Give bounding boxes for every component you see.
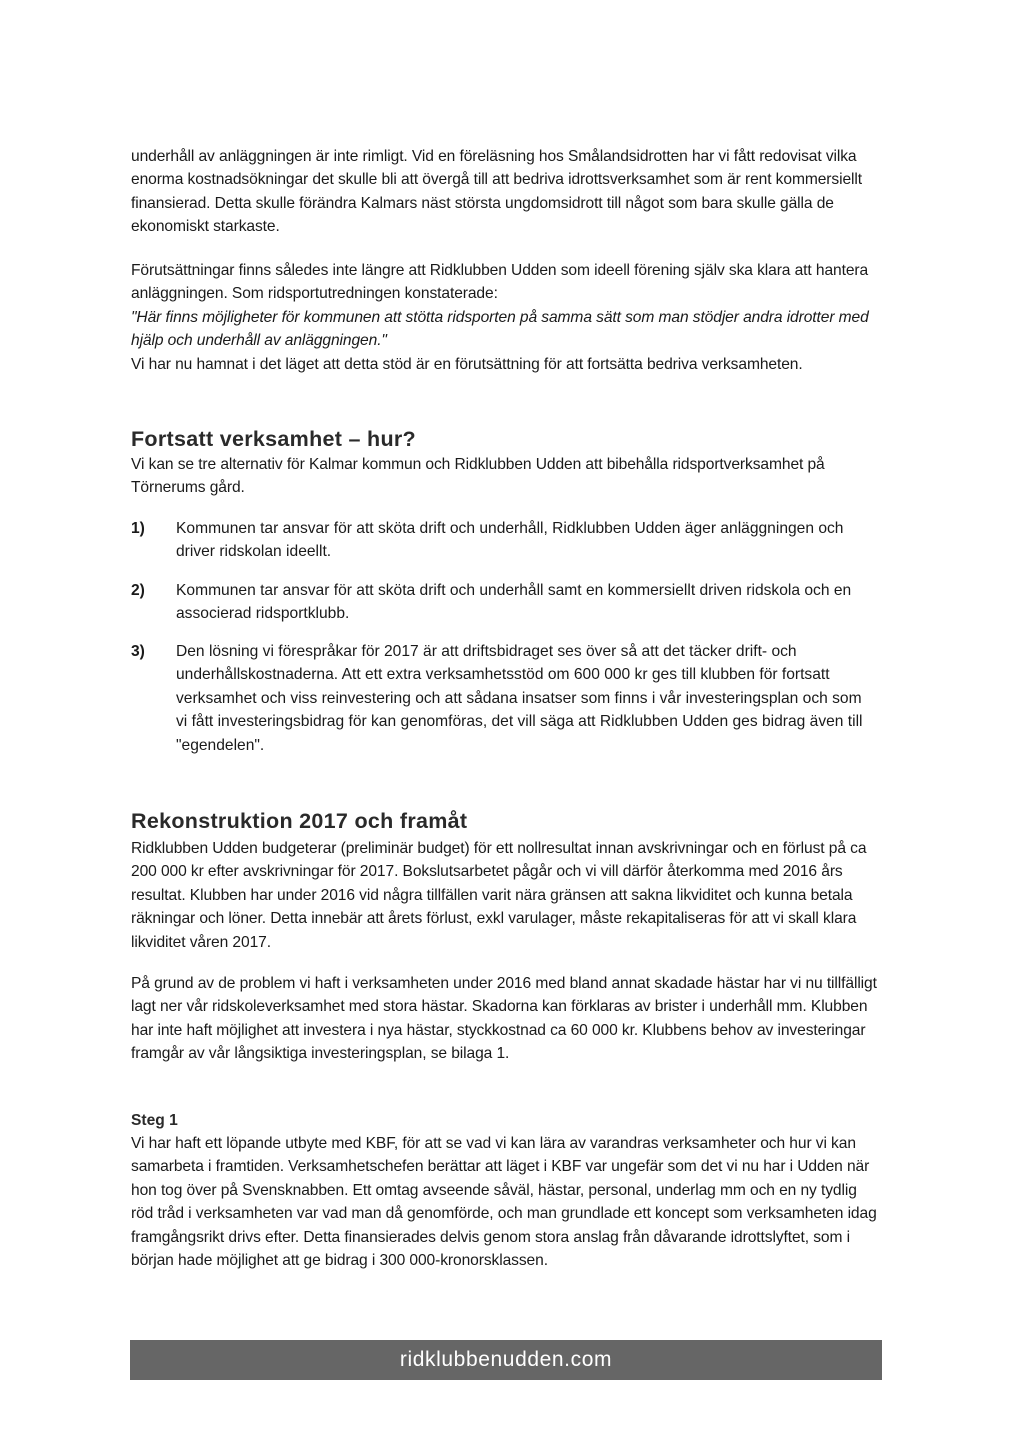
section-heading: Fortsatt verksamhet – hur?: [131, 427, 416, 451]
subsection-heading: Steg 1: [131, 1112, 178, 1129]
list-number: 1): [131, 520, 145, 537]
list-text: Kommunen tar ansvar för att sköta drift och underhåll, Ridklubben Udden äger anläggningen och driver ridskolan ideellt.: [176, 520, 844, 561]
section-heading: Rekonstruktion 2017 och framåt: [131, 809, 468, 833]
subsection-paragraph: Vi har haft ett löpande utbyte med KBF, för att se vad vi kan lära av varandras verksamheter och hur vi kan samarbeta i framtiden. Verksamhetschefen berättar att läget i KBF var ungefär som det vi nu har i Udden när hon tog över på Svensknabben. Ett omtag avseende såväl, hästar, personal, underlag mm och en ny tydlig röd tråd i verksamheten var vad man då genomförde, och man grundlade ett koncept som verksamheten idag framgångsrikt drivs efter. Detta finansierades delvis genom stora anslag från dåvarande idrottslyftet, som i början hade möjlighet att ge bidrag i 300 000-kronorsklassen.: [131, 1135, 877, 1270]
intro-paragraph-3: Vi har nu hamnat i det läget att detta stöd är en förutsättning för att fortsätta bedriva verksamheten.: [131, 355, 803, 373]
website-url: ridklubbenudden.com: [399, 1348, 613, 1371]
section-rekonstruktion-continued: [131, 972, 883, 1066]
quote-text: "Här finns möjligheter för kommunen att stötta ridsporten på samma sätt som man stödjer andra idrotter med hjälp och underhåll av anläggningen.": [131, 308, 869, 350]
section-paragraph-1: Ridklubben Udden budgeterar (preliminär budget) för ett nollresultat innan avskrivningar och en förlust på ca 200 000 kr efter avskrivningar för 2017. Bokslutsarbetet pågår och vi vill därför återkomma med 2016 års resultat. Klubben har under 2016 vid några tillfällen varit nära gränsen att sakna likviditet och kunna betala räkningar och löner. Detta innebär att årets förlust, exkl varulager, måste rekapitaliseras för att vi skall klara likviditet våren 2017.: [131, 840, 867, 951]
section-rekonstruktion: [131, 809, 883, 954]
intro-continued: [131, 259, 883, 376]
section-steg: [131, 1112, 883, 1272]
list-number: 2): [131, 582, 145, 599]
intro-paragraph-1: underhåll av anläggningen är inte rimligt. Vid en föreläsning hos Smålandsidrotten har vi fått redovisat vilka enorma kostnadsökningar det skulle bli att övergå till att bedriva idrottsverksamhet som är rent kommersiellt finansierad. Detta skulle förändra Kalmars näst största ungdomsidrott till något som bara skulle gälla de ekonomiskt starkaste.: [131, 148, 862, 236]
footer-website-banner: [130, 1340, 882, 1380]
intro-paragraph-2: Förutsättningar finns således inte längre att Ridklubben Udden som ideell förening själv ska klara att hantera anläggningen. Som ridsportutredningen konstaterade:: [131, 262, 869, 303]
section-paragraph-2: På grund av de problem vi haft i verksamheten under 2016 med bland annat skadade hästar har vi nu tillfälligt lagt ner vår ridskoleverksamhet med stora hästar. Skadorna kan förklaras av brister i underhåll mm. Klubben har inte haft möjlighet att investera i nya hästar, styckkostnad ca 60 000 kr. Klubbens behov av investeringar framgår av vår långsiktiga investeringsplan, se bilaga 1.: [131, 975, 877, 1063]
list-text: Den lösning vi förespråkar för 2017 är att driftsbidraget ses över så att det täcker drift- och underhållskostnaderna. Att ett extra verksamhetsstöd om 600 000 kr ges till klubben för fortsatt verksamhet och viss reinvestering och att sådana insatser som finns i vår investeringsplan och som vi fått investeringsbidrag för kan genomföras, det vill säga att Ridklubben Udden ges bidrag även till "egendelen".: [176, 643, 863, 754]
section-intro: Vi kan se tre alternativ för Kalmar kommun och Ridklubben Udden att bibehålla ridsportverksamhet på Törnerums gård.: [131, 456, 825, 497]
intro-section: [131, 145, 883, 239]
list-text: Kommunen tar ansvar för att sköta drift och underhåll samt en kommersiellt driven ridskola och en associerad ridsportklubb.: [176, 582, 852, 623]
section-fortsatt: [131, 427, 883, 500]
list-number: 3): [131, 643, 145, 660]
